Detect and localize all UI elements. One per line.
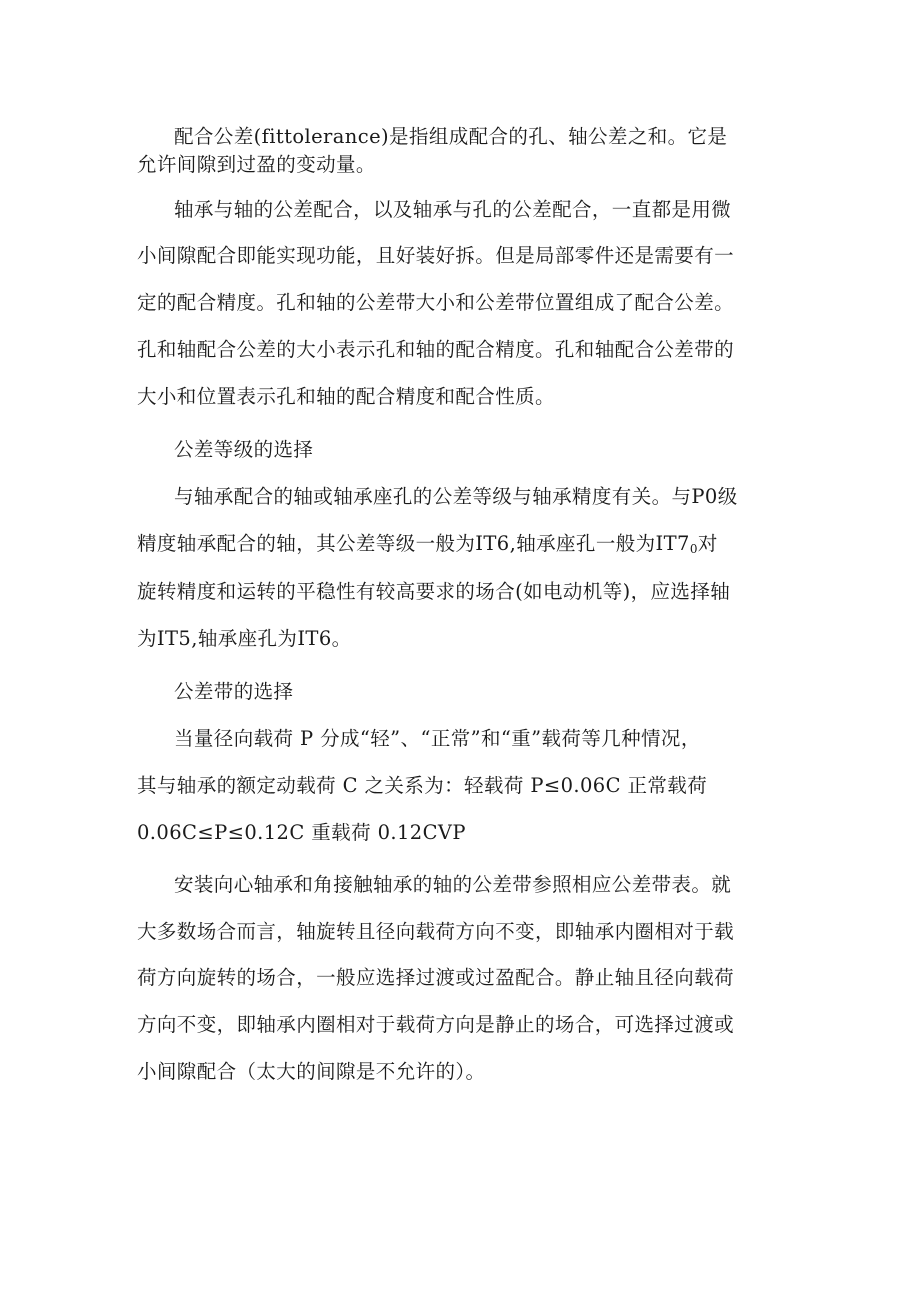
paragraph-5-line-1: 安装向心轴承和角接触轴承的轴的公差带参照相应公差带表。就 <box>174 873 732 896</box>
paragraph-3-line-2 <box>137 532 718 556</box>
paragraph-3-line-3: 旋转精度和运转的平稳性有较高要求的场合(如电动机等)，应选择轴 <box>137 580 731 603</box>
paragraph-1-line-1: 配合公差(fittolerance)是指组成配合的孔、轴公差之和。它是 <box>174 125 728 148</box>
paragraph-4-line-2: 其与轴承的额定动载荷 C 之关系为：轻载荷 P≤0.06C 正常载荷 <box>137 774 708 797</box>
paragraph-3-line-2-text: 精度轴承配合的轴，其公差等级一般为IT6,轴承座孔一般为IT7 <box>137 532 690 555</box>
paragraph-2-line-2: 小间隙配合即能实现功能，且好装好拆。但是局部零件还是需要有一 <box>137 244 735 267</box>
paragraph-5-line-4: 方向不变，即轴承内圈相对于载荷方向是静止的场合，可选择过渡或 <box>137 1013 735 1036</box>
paragraph-5-line-2: 大多数场合而言，轴旋转且径向载荷方向不变，即轴承内圈相对于载 <box>137 920 735 943</box>
paragraph-2-line-4: 孔和轴配合公差的大小表示孔和轴的配合精度。孔和轴配合公差带的 <box>137 338 735 361</box>
paragraph-4-line-3: 0.06C≤P≤0.12C 重载荷 0.12CVP <box>137 821 466 844</box>
paragraph-2-line-3: 定的配合精度。孔和轴的公差带大小和公差带位置组成了配合公差。 <box>137 291 735 314</box>
paragraph-5-line-5: 小间隙配合（太大的间隙是不允许的）。 <box>137 1060 486 1083</box>
paragraph-3-line-2-subscript: 0 <box>689 542 698 556</box>
paragraph-2-line-1: 轴承与轴的公差配合，以及轴承与孔的公差配合，一直都是用微 <box>174 198 732 221</box>
paragraph-3-line-1: 与轴承配合的轴或轴承座孔的公差等级与轴承精度有关。与P0级 <box>174 485 738 508</box>
paragraph-2-line-5: 大小和位置表示孔和轴的配合精度和配合性质。 <box>137 385 555 408</box>
section-heading-tolerance-grade: 公差等级的选择 <box>174 438 314 461</box>
paragraph-3-line-2-tail: 对 <box>697 532 718 555</box>
section-heading-tolerance-zone: 公差带的选择 <box>174 680 294 703</box>
paragraph-1-line-2: 允许间隙到过盈的变动量。 <box>137 153 376 176</box>
paragraph-3-line-4: 为IT5,轴承座孔为IT6。 <box>137 627 352 650</box>
paragraph-4-line-1: 当量径向载荷 P 分成“轻”、“正常”和“重”载荷等几种情况， <box>174 727 701 750</box>
paragraph-5-line-3: 荷方向旋转的场合，一般应选择过渡或过盈配合。静止轴且径向载荷 <box>137 966 735 989</box>
